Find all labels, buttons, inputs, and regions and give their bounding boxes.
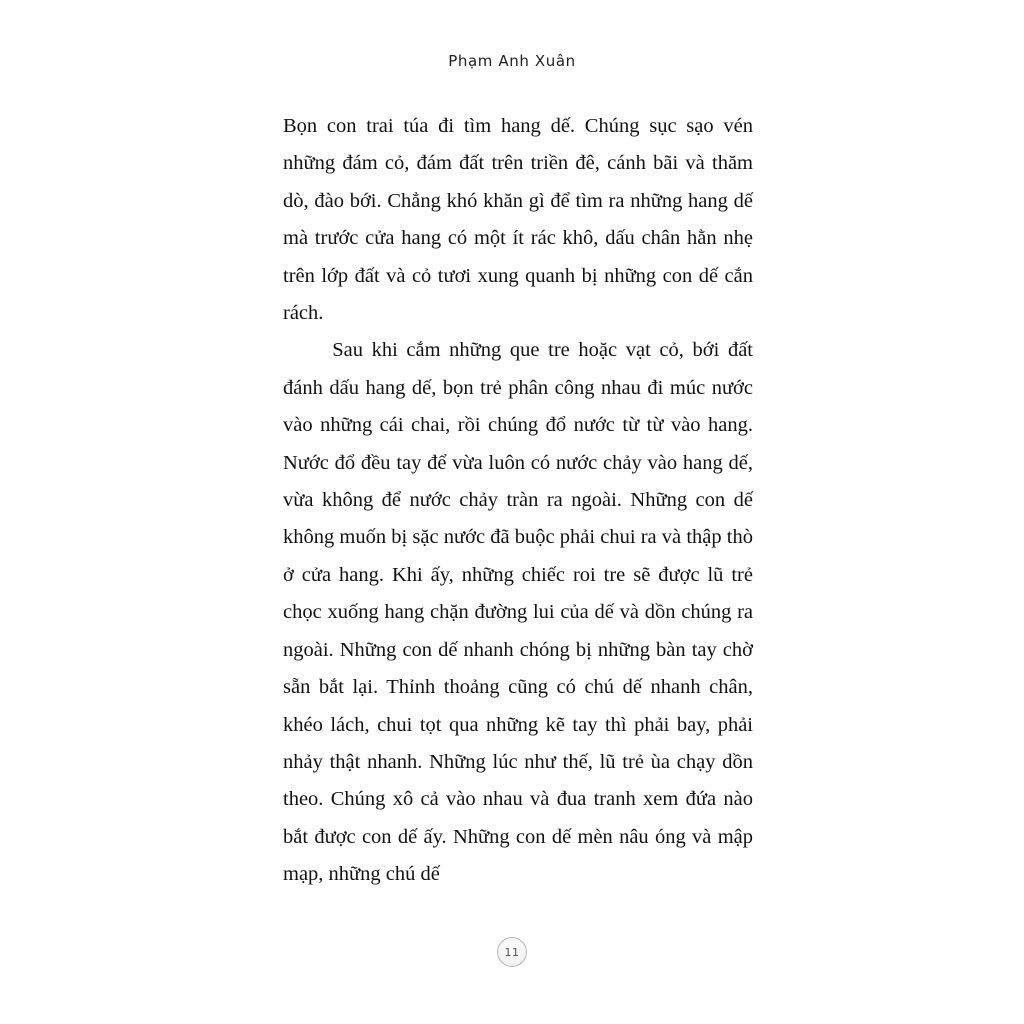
running-head-author: Phạm Anh Xuân bbox=[448, 52, 576, 70]
page-folio bbox=[0, 937, 1024, 972]
paragraph-1: Bọn con trai túa đi tìm hang dế. Chúng sục sạo vén những đám cỏ, đám đất trên triền đê, cánh bãi và thăm dò, đào bới. Chẳng khó khăn gì để tìm ra những hang dế mà trước cửa hang có một ít rác khô, dấu chân hằn nhẹ trên lớp đất và cỏ tươi xung quanh bị những con dế cắn rách. bbox=[283, 115, 753, 325]
paragraph-2: Sau khi cắm những que tre hoặc vạt cỏ, bới đất đánh dấu hang dế, bọn trẻ phân công nhau đi múc nước vào những cái chai, rồi chúng đổ nước từ từ vào hang. Nước đổ đều tay để vừa luôn có nước chảy vào hang dế, vừa không để nước chảy tràn ra ngoài. Những con dế không muốn bị sặc nước đã buộc phải chui ra và thập thò ở cửa hang. Khi ấy, những chiếc roi tre sẽ được lũ trẻ chọc xuống hang chặn đường lui của dế và dồn chúng ra ngoài. Những con dế nhanh chóng bị những bàn tay chờ sẵn bắt lại. Thỉnh thoảng cũng có chú dế nhanh chân, khéo lách, chui tọt qua những kẽ tay thì phải bay, phải nhảy thật nhanh. Những lúc như thế, lũ trẻ ùa chạy dồn theo. Chúng xô cả vào nhau và đua tranh xem đứa nào bắt được con dế ấy. Những con dế mèn nâu óng và mập mạp, những chú dế bbox=[283, 339, 753, 886]
folio-badge-circle bbox=[497, 937, 527, 967]
body-text-column bbox=[283, 108, 753, 894]
folio-page-number: 11 bbox=[504, 945, 520, 959]
